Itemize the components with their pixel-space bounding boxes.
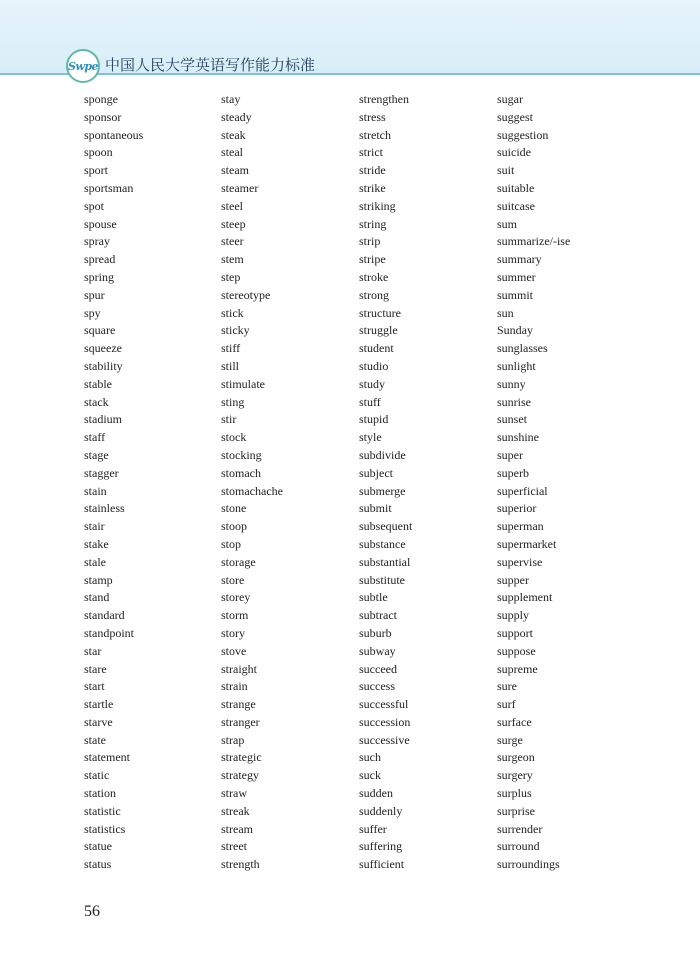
word-entry: strain — [221, 679, 248, 694]
word-entry: streak — [221, 803, 250, 818]
word-entry: stocking — [221, 447, 262, 462]
word-entry: suitcase — [497, 198, 535, 213]
word-entry: starve — [84, 714, 113, 729]
word-entry: strict — [359, 145, 383, 160]
word-entry: sunshine — [497, 430, 539, 445]
word-entry: sure — [497, 679, 517, 694]
word-entry: stake — [84, 536, 109, 551]
word-entry: sun — [497, 305, 514, 320]
word-entry: striking — [359, 198, 396, 213]
word-entry: sticky — [221, 323, 250, 338]
word-entry: substantial — [359, 554, 411, 569]
word-entry: superior — [497, 501, 537, 516]
word-entry: spy — [84, 305, 101, 320]
word-entry: square — [84, 323, 116, 338]
word-entry: sunset — [497, 412, 527, 427]
word-entry: success — [359, 679, 395, 694]
word-entry: support — [497, 625, 533, 640]
word-entry: staff — [84, 430, 106, 445]
word-entry: storage — [221, 554, 256, 569]
word-entry: supervise — [497, 554, 543, 569]
word-entry: stupid — [359, 412, 389, 427]
word-column-2 — [221, 91, 351, 874]
word-entry: stroke — [359, 269, 389, 284]
word-entry: straight — [221, 661, 257, 676]
word-entry: superb — [497, 465, 529, 480]
word-entry: stimulate — [221, 376, 265, 391]
word-entry: stomachache — [221, 483, 283, 498]
word-entry: sunrise — [497, 394, 531, 409]
word-entry: step — [221, 269, 241, 284]
word-entry: supper — [497, 572, 529, 587]
word-entry: sum — [497, 216, 518, 231]
word-entry: strip — [359, 234, 381, 249]
word-entry: steady — [221, 109, 252, 124]
word-entry: sunlight — [497, 358, 536, 373]
word-entry: surrender — [497, 821, 543, 836]
word-entry: sportsman — [84, 180, 134, 195]
word-entry: subdivide — [359, 447, 406, 462]
word-entry: statistic — [84, 803, 121, 818]
word-entry: superficial — [497, 483, 548, 498]
word-entry: steak — [221, 127, 246, 142]
word-entry: steel — [221, 198, 243, 213]
word-entry: succeed — [359, 661, 397, 676]
word-entry: stir — [221, 412, 237, 427]
word-entry: substance — [359, 536, 406, 551]
word-entry: spread — [84, 252, 116, 267]
word-entry: stress — [359, 109, 386, 124]
word-column-3 — [359, 91, 489, 874]
word-entry: stack — [84, 394, 109, 409]
word-entry: spring — [84, 269, 114, 284]
word-entry: spontaneous — [84, 127, 144, 142]
word-entry: sponge — [84, 92, 118, 106]
word-entry: statue — [84, 839, 112, 854]
word-entry: sugar — [497, 92, 523, 106]
word-entry: subway — [359, 643, 396, 658]
word-entry: suddenly — [359, 803, 403, 818]
page-title: 中国人民大学英语写作能力标准 — [105, 56, 316, 74]
word-entry: stand — [84, 590, 110, 605]
word-entry: steer — [221, 234, 244, 249]
word-entry: strengthen — [359, 92, 409, 106]
word-entry: strategic — [221, 750, 262, 765]
word-entry: stainless — [84, 501, 125, 516]
swpe-logo-icon — [66, 49, 100, 83]
word-entry: sudden — [359, 786, 393, 801]
word-entry: stereotype — [221, 287, 271, 302]
word-entry: superman — [497, 519, 544, 534]
word-entry: subject — [359, 465, 393, 480]
word-entry: summary — [497, 252, 542, 267]
word-entry: spoon — [84, 145, 113, 160]
word-entry: strong — [359, 287, 389, 302]
word-entry: stripe — [359, 252, 386, 267]
word-entry: status — [84, 857, 112, 872]
word-entry: substitute — [359, 572, 406, 587]
word-entry: sport — [84, 163, 108, 178]
word-entry: stiff — [221, 341, 241, 356]
word-entry: suit — [497, 163, 515, 178]
word-entry: surge — [497, 732, 523, 747]
word-entry: stare — [84, 661, 107, 676]
word-entry: storm — [221, 608, 249, 623]
word-entry: stone — [221, 501, 247, 516]
word-entry: spur — [84, 287, 105, 302]
word-column-4 — [497, 91, 627, 874]
word-entry: static — [84, 768, 110, 783]
word-entry: squeeze — [84, 341, 122, 356]
word-entry: successive — [359, 732, 410, 747]
word-entry: stage — [84, 447, 109, 462]
word-entry: stream — [221, 821, 253, 836]
word-entry: submit — [359, 501, 392, 516]
word-entry: strategy — [221, 768, 259, 783]
word-entry: suburb — [359, 625, 392, 640]
word-entry: surroundings — [497, 857, 560, 872]
word-entry: strike — [359, 180, 386, 195]
logo-text: Swpe — [67, 59, 99, 73]
word-entry: student — [359, 341, 394, 356]
word-entry: subtract — [359, 608, 397, 623]
word-entry: state — [84, 732, 106, 747]
word-entry: summarize/-ise — [497, 234, 571, 249]
word-entry: stair — [84, 519, 105, 534]
word-entry: struggle — [359, 323, 398, 338]
word-entry: summer — [497, 269, 536, 284]
word-entry: stranger — [221, 714, 260, 729]
word-entry: supreme — [497, 661, 538, 676]
word-entry: stamp — [84, 572, 113, 587]
word-entry: strength — [221, 857, 260, 872]
word-entry: style — [359, 430, 382, 445]
word-entry: steamer — [221, 180, 259, 195]
word-entry: Sunday — [497, 323, 533, 338]
word-entry: stove — [221, 643, 247, 658]
word-entry: standpoint — [84, 625, 134, 640]
word-entry: suggest — [497, 109, 533, 124]
word-entry: statistics — [84, 821, 126, 836]
word-entry: store — [221, 572, 245, 587]
word-entry: stoop — [221, 519, 248, 534]
word-column-1 — [84, 91, 214, 874]
word-entry: supermarket — [497, 536, 557, 551]
word-entry: suffering — [359, 839, 403, 854]
word-entry: such — [359, 750, 381, 765]
word-entry: supplement — [497, 590, 553, 605]
word-entry: strap — [221, 732, 245, 747]
word-entry: successful — [359, 697, 409, 712]
word-entry: subsequent — [359, 519, 413, 534]
word-entry: station — [84, 786, 116, 801]
word-entry: surgeon — [497, 750, 535, 765]
word-entry: star — [84, 643, 102, 658]
word-entry: surgery — [497, 768, 533, 783]
word-entry: spot — [84, 198, 105, 213]
word-entry: suffer — [359, 821, 387, 836]
word-entry: stuff — [359, 394, 381, 409]
word-entry: stock — [221, 430, 247, 445]
word-entry: studio — [359, 358, 389, 373]
word-entry: subtle — [359, 590, 388, 605]
word-entry: surface — [497, 714, 532, 729]
word-entry: standard — [84, 608, 125, 623]
word-entry: summit — [497, 287, 534, 302]
word-entry: stable — [84, 376, 112, 391]
word-entry: suitable — [497, 180, 535, 195]
word-entry: stretch — [359, 127, 391, 142]
word-entry: stagger — [84, 465, 119, 480]
word-entry: spray — [84, 234, 110, 249]
word-entry: still — [221, 358, 240, 373]
word-entry: stem — [221, 252, 244, 267]
word-entry: stride — [359, 163, 386, 178]
word-entry: stay — [221, 92, 241, 106]
word-entry: stop — [221, 536, 242, 551]
word-entry: steal — [221, 145, 243, 160]
word-entry: startle — [84, 697, 114, 712]
word-entry: straw — [221, 786, 247, 801]
word-entry: steam — [221, 163, 249, 178]
word-entry: stability — [84, 358, 123, 373]
page-number: 56 — [84, 903, 100, 920]
word-entry: succession — [359, 714, 411, 729]
word-entry: suicide — [497, 145, 531, 160]
word-entry: story — [221, 625, 245, 640]
word-entry: stomach — [221, 465, 261, 480]
word-entry: study — [359, 376, 386, 391]
word-entry: statement — [84, 750, 130, 765]
word-entry: sunny — [497, 376, 526, 391]
word-entry: super — [497, 447, 523, 462]
word-entry: sponsor — [84, 109, 122, 124]
word-entry: sting — [221, 394, 245, 409]
word-entry: surprise — [497, 803, 535, 818]
word-entry: spouse — [84, 216, 117, 231]
word-entry: supply — [497, 608, 530, 623]
word-entry: stale — [84, 554, 106, 569]
word-entry: surround — [497, 839, 540, 854]
word-entry: storey — [221, 590, 251, 605]
word-entry: strange — [221, 697, 256, 712]
word-entry: steep — [221, 216, 246, 231]
word-entry: surplus — [497, 786, 532, 801]
word-entry: structure — [359, 305, 401, 320]
word-entry: submerge — [359, 483, 406, 498]
word-entry: suppose — [497, 643, 536, 658]
word-entry: sufficient — [359, 857, 405, 872]
word-entry: surf — [497, 697, 516, 712]
word-entry: start — [84, 679, 105, 694]
word-entry: street — [221, 839, 247, 854]
word-entry: stick — [221, 305, 244, 320]
word-entry: suck — [359, 768, 381, 783]
word-entry: sunglasses — [497, 341, 548, 356]
word-entry: suggestion — [497, 127, 549, 142]
word-entry: string — [359, 216, 387, 231]
word-entry: stadium — [84, 412, 122, 427]
word-entry: stain — [84, 483, 107, 498]
